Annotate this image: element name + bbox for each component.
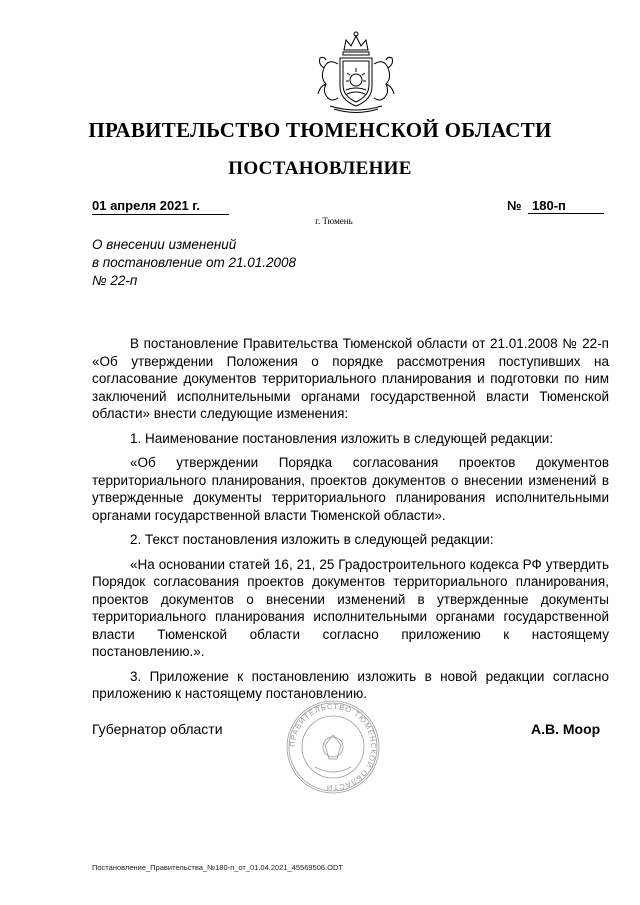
document-date: 01 апреля 2021 г. <box>92 198 229 215</box>
body-paragraph: «Об утверждении Порядка согласования проектов документов территориального планирования, проектов документов о внесении изменений в утвержденные документы территориального планирования исполнительными органами государственной власти Тюменской области». <box>92 455 609 523</box>
body-paragraph: «На основании статей 16, 21, 25 Градостроительного кодекса РФ утвердить Порядок согласования проектов документов территориального планирования, проектов документов о внесении изменений в утвержденные документы территориального планирования исполнительными органами государственной власти Тюменской области согласно приложению к настоящему постановлению.». <box>92 556 609 659</box>
file-name-footer: Постановление_Правительства_№180-п_от_01.04.2021_45569506.ODT <box>92 863 343 872</box>
svg-text:ПРАВИТЕЛЬСТВО ТЮМЕНСКОЙ ОБЛАСТ <box>288 702 378 792</box>
body-paragraph: 1. Наименование постановления изложить в следующей редакции: <box>130 430 554 446</box>
document-body <box>92 335 609 710</box>
body-paragraph: 2. Текст постановления изложить в следующей редакции: <box>130 532 494 547</box>
subject-line: № 22-п <box>92 273 138 288</box>
stamp-ring-text: ПРАВИТЕЛЬСТВО ТЮМЕНСКОЙ ОБЛАСТИ <box>287 701 379 793</box>
subject-block <box>92 236 352 290</box>
coat-of-arms-emblem <box>310 28 402 114</box>
signer-name: А.В. Моор <box>531 721 601 737</box>
document-type-heading: ПОСТАНОВЛЕНИЕ <box>228 158 412 179</box>
signer-title: Губернатор области <box>92 721 223 737</box>
subject-line: в постановление от 21.01.2008 <box>92 255 297 270</box>
subject-line: О внесении изменений <box>92 237 237 252</box>
body-paragraph: 3. Приложение к постановлению изложить в новой редакции согласно приложению к настоящему постановлению. <box>92 668 609 701</box>
city-label: г. Тюмень <box>315 216 353 226</box>
document-number: 180-п <box>528 198 604 214</box>
body-paragraph: В постановление Правительства Тюменской области от 21.01.2008 № 22-п «Об утверждении Положения о порядке рассмотрения поступивших на согласование документов территориального планирования и подготовки по ним заключений исполнительными органами государственной власти Тюменской области» внести следующие изменения: <box>92 336 609 421</box>
number-sign: № <box>507 198 522 213</box>
organization-title: ПРАВИТЕЛЬСТВО ТЮМЕНСКОЙ ОБЛАСТИ <box>88 118 552 142</box>
official-stamp <box>283 697 383 797</box>
